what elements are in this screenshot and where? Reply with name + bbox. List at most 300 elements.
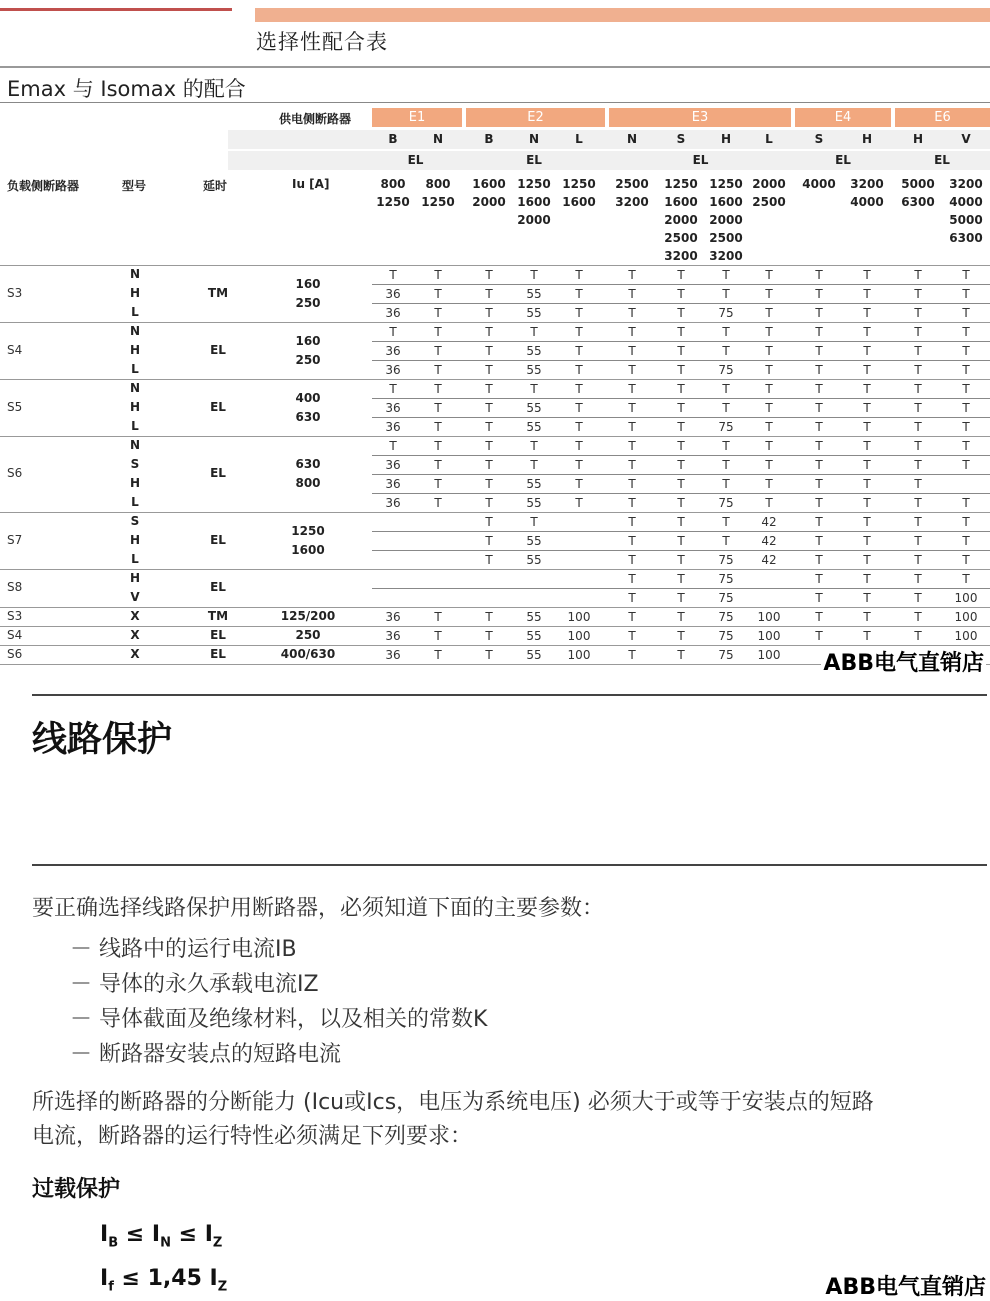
model-value: H <box>129 343 141 357</box>
table-cell: T <box>914 306 922 320</box>
table-cell: T <box>914 515 922 529</box>
table-cell: T <box>863 496 871 510</box>
breaker-name: S6 <box>7 466 23 480</box>
table-cell: 100 <box>757 610 781 624</box>
table-cell: T <box>485 401 493 415</box>
iu-value <box>839 175 895 211</box>
iu-line: 800 <box>425 177 451 191</box>
table-cell: T <box>530 515 538 529</box>
table-cell: 36 <box>385 420 401 434</box>
delay-value: EL <box>210 342 226 357</box>
iu-line: 5000 <box>949 213 983 227</box>
table-cell: T <box>575 344 583 358</box>
table-cell: T <box>962 344 970 358</box>
table-cell: T <box>628 325 636 339</box>
table-cell: T <box>677 325 685 339</box>
table-cell: 75 <box>718 363 734 377</box>
model-header: L <box>575 132 583 146</box>
table-cell: 55 <box>526 363 542 377</box>
row-divider <box>372 474 990 475</box>
load-delay-label: 延时 <box>203 179 228 193</box>
table-cell: T <box>722 477 730 491</box>
requirement-text-cont: 电流，断路器的运行特性必须满足下列要求： <box>32 1124 473 1149</box>
table-cell: 75 <box>718 591 734 605</box>
table-cell: T <box>765 439 773 453</box>
requirement-text: 所选择的断路器的分断能力 (Icu或Ics，电压为系统电压) 必须大于或等于安装点的短路 <box>32 1090 874 1115</box>
group-header: E6 <box>895 108 990 127</box>
iu-value <box>938 175 990 247</box>
table-cell: 75 <box>718 572 734 586</box>
table-cell: T <box>434 496 442 510</box>
iu-line: 800 <box>295 476 321 490</box>
table-cell: 55 <box>526 534 542 548</box>
table-cell: 75 <box>718 306 734 320</box>
iu-block: 400/630 <box>280 647 336 661</box>
iu-line: 1600 <box>517 195 551 209</box>
iu-block <box>273 522 343 560</box>
row-divider <box>372 303 990 304</box>
table-cell: T <box>485 382 493 396</box>
table-cell: T <box>628 306 636 320</box>
iu-line: 1250 <box>376 195 410 209</box>
iu-line: 6300 <box>949 231 983 245</box>
table-cell: 36 <box>385 287 401 301</box>
table-cell: T <box>815 496 823 510</box>
table-cell: T <box>677 572 685 586</box>
table-cell: T <box>962 287 970 301</box>
model-header: H <box>912 132 924 146</box>
table-cell: T <box>962 534 970 548</box>
table-cell: T <box>863 344 871 358</box>
iu-line: 1250 <box>562 177 596 191</box>
iu-line: 6300 <box>901 195 935 209</box>
table-cell: 75 <box>718 629 734 643</box>
table-cell: T <box>677 591 685 605</box>
band-divider <box>0 569 990 570</box>
table-cell: T <box>628 268 636 282</box>
table-cell: T <box>434 439 442 453</box>
iu-line: 1600 <box>709 195 743 209</box>
table-cell: 55 <box>526 401 542 415</box>
model-value: N <box>129 267 141 281</box>
table-cell: T <box>914 363 922 377</box>
iu-line: 160 <box>295 276 321 291</box>
iu-line: 4000 <box>949 195 983 209</box>
table-cell: T <box>485 610 493 624</box>
table-cell: T <box>628 496 636 510</box>
table-cell: T <box>628 382 636 396</box>
table-cell: T <box>962 363 970 377</box>
table-cell: T <box>914 401 922 415</box>
table-cell: 100 <box>567 629 591 643</box>
table-cell: T <box>677 496 685 510</box>
table-cell: T <box>962 420 970 434</box>
table-cell: T <box>677 534 685 548</box>
iu-block <box>273 332 343 370</box>
table-cell: T <box>575 382 583 396</box>
iu-line: 1600 <box>291 542 325 557</box>
table-cell: T <box>962 382 970 396</box>
table-cell: 36 <box>385 610 401 624</box>
model-value: X <box>130 647 140 661</box>
intro-text: 要正确选择线路保护用断路器，必须知道下面的主要参数： <box>32 896 605 921</box>
band-divider <box>0 436 990 437</box>
table-cell: 100 <box>954 591 978 605</box>
formula-2: $I_f \le 1,45$ $I_Z$ <box>100 1266 228 1295</box>
table-cell: T <box>722 534 730 548</box>
band-divider <box>0 265 990 266</box>
row-divider <box>372 588 990 589</box>
bullet-item: － 导体的永久承载电流IZ <box>70 972 319 997</box>
model-value: L <box>131 362 139 376</box>
breaker-name: S6 <box>7 647 23 661</box>
table-cell: T <box>677 648 685 662</box>
iu-block <box>273 389 343 427</box>
table-cell: T <box>485 287 493 301</box>
model-value: S <box>130 514 140 528</box>
table-cell: 36 <box>385 363 401 377</box>
table-cell: T <box>434 477 442 491</box>
table-cell: T <box>765 344 773 358</box>
table-cell: T <box>863 268 871 282</box>
table-cell: T <box>485 306 493 320</box>
load-model-label: 型号 <box>122 179 147 193</box>
group-header: E3 <box>609 108 791 127</box>
iu-line: 160 <box>295 333 321 348</box>
iu-line: 3200 <box>664 249 698 263</box>
table-cell: T <box>575 420 583 434</box>
table-cell: 75 <box>718 496 734 510</box>
table-cell: T <box>628 344 636 358</box>
table-cell: T <box>722 268 730 282</box>
delay-header: EL <box>407 153 424 167</box>
table-cell: T <box>389 382 397 396</box>
table-cell: T <box>485 458 493 472</box>
row-divider <box>372 531 990 532</box>
iu-line: 1250 <box>421 195 455 209</box>
table-cell: T <box>485 629 493 643</box>
row-divider <box>372 550 990 551</box>
table-cell: T <box>530 382 538 396</box>
row-divider <box>372 455 990 456</box>
iu-line: 3200 <box>615 195 649 209</box>
bullet-item: － 线路中的运行电流IB <box>70 937 297 962</box>
iu-value <box>741 175 797 211</box>
formula-1: $I_B \le I_N \le I_Z$ <box>100 1222 223 1251</box>
iu-block <box>273 455 343 493</box>
band-divider <box>0 379 990 380</box>
table-cell: T <box>863 458 871 472</box>
table-cell: T <box>765 458 773 472</box>
band-divider <box>0 322 990 323</box>
table-cell: T <box>962 439 970 453</box>
iu-line: 4000 <box>802 177 836 191</box>
model-value: S <box>130 457 140 471</box>
table-cell: 36 <box>385 458 401 472</box>
table-cell: T <box>575 363 583 377</box>
model-value: X <box>130 628 140 642</box>
model-value: H <box>129 533 141 547</box>
table-cell: T <box>389 325 397 339</box>
table-cell: T <box>765 325 773 339</box>
table-cell: T <box>575 458 583 472</box>
table-cell: T <box>914 477 922 491</box>
table-cell: T <box>815 401 823 415</box>
iu-line: 2000 <box>517 213 551 227</box>
table-cell: T <box>962 458 970 472</box>
table-cell: T <box>628 420 636 434</box>
table-cell: T <box>815 363 823 377</box>
table-cell: 55 <box>526 420 542 434</box>
table-cell: 55 <box>526 553 542 567</box>
table-cell: T <box>677 420 685 434</box>
table-cell: T <box>765 401 773 415</box>
table-cell: T <box>722 458 730 472</box>
table-cell: T <box>485 325 493 339</box>
divider <box>32 864 987 866</box>
table-cell: T <box>914 439 922 453</box>
table-cell: T <box>863 325 871 339</box>
row-divider <box>372 360 990 361</box>
iu-block: 250 <box>295 628 321 642</box>
row-divider <box>372 284 990 285</box>
model-header: N <box>626 132 638 146</box>
table-cell: T <box>575 287 583 301</box>
table-cell: 36 <box>385 496 401 510</box>
table-cell: T <box>815 629 823 643</box>
table-cell: 100 <box>954 610 978 624</box>
row-divider <box>372 417 990 418</box>
model-header: B <box>388 132 398 146</box>
table-cell: T <box>815 458 823 472</box>
table-cell: T <box>914 553 922 567</box>
table-cell: T <box>485 344 493 358</box>
breaker-name: S8 <box>7 580 23 594</box>
table-cell: T <box>677 610 685 624</box>
section-title: 线路保护 <box>32 720 173 760</box>
delay-value: EL <box>210 628 226 642</box>
table-cell: T <box>628 401 636 415</box>
table-cell: 36 <box>385 629 401 643</box>
table-cell: T <box>485 515 493 529</box>
table-cell: T <box>914 268 922 282</box>
table-cell: T <box>765 287 773 301</box>
table-cell: T <box>628 439 636 453</box>
table-cell: T <box>485 268 493 282</box>
table-cell: 55 <box>526 629 542 643</box>
table-cell: 55 <box>526 306 542 320</box>
table-cell: T <box>389 439 397 453</box>
model-header: N <box>432 132 444 146</box>
table-cell: T <box>677 268 685 282</box>
table-cell: T <box>434 648 442 662</box>
table-cell: 42 <box>761 553 777 567</box>
table-cell: T <box>677 401 685 415</box>
table-cell: T <box>863 610 871 624</box>
iu-line: 2500 <box>615 177 649 191</box>
table-cell: T <box>722 439 730 453</box>
iu-line: 5000 <box>901 177 935 191</box>
table-cell: T <box>815 325 823 339</box>
model-value: L <box>131 419 139 433</box>
delay-value: TM <box>207 285 229 300</box>
bullet-item: － 导体截面及绝缘材料，以及相关的常数K <box>70 1007 488 1032</box>
table-cell: T <box>434 610 442 624</box>
row-divider <box>372 493 990 494</box>
table-cell: T <box>677 515 685 529</box>
table-cell: T <box>765 268 773 282</box>
table-cell: T <box>962 572 970 586</box>
table-cell: T <box>434 420 442 434</box>
overload-title: 过载保护 <box>32 1177 121 1202</box>
band-divider <box>0 512 990 513</box>
table-cell: T <box>914 629 922 643</box>
table-cell: 100 <box>757 648 781 662</box>
table-cell: T <box>485 496 493 510</box>
table-cell: T <box>677 553 685 567</box>
table-cell: T <box>863 629 871 643</box>
delay-header: EL <box>526 153 542 167</box>
model-header: H <box>861 132 873 146</box>
table-cell: T <box>530 268 538 282</box>
table-cell: T <box>815 610 823 624</box>
table-cell: T <box>863 534 871 548</box>
iu-line: 1600 <box>472 177 506 191</box>
divider <box>0 66 990 68</box>
table-cell: T <box>628 610 636 624</box>
table-cell: T <box>434 382 442 396</box>
delay-value: TM <box>207 609 229 623</box>
table-cell: T <box>628 648 636 662</box>
table-cell: 75 <box>718 648 734 662</box>
table-cell: T <box>677 458 685 472</box>
iu-value <box>604 175 660 211</box>
table-cell: T <box>815 439 823 453</box>
table-cell: T <box>434 363 442 377</box>
model-header: N <box>528 132 540 146</box>
table-cell: T <box>863 553 871 567</box>
breaker-name: S3 <box>7 285 23 300</box>
table-cell: T <box>914 382 922 396</box>
table-cell: T <box>815 477 823 491</box>
iu-line: 1600 <box>664 195 698 209</box>
table-cell: T <box>677 287 685 301</box>
table-cell: T <box>722 382 730 396</box>
table-cell: T <box>530 458 538 472</box>
table-cell: T <box>575 439 583 453</box>
table-cell: T <box>722 344 730 358</box>
iu-line: 1250 <box>664 177 698 191</box>
iu-value <box>410 175 466 211</box>
table-cell: T <box>677 477 685 491</box>
model-header: H <box>720 132 732 146</box>
table-cell: T <box>575 496 583 510</box>
divider <box>0 102 990 103</box>
band-divider <box>0 607 990 608</box>
table-cell: 75 <box>718 553 734 567</box>
table-cell: T <box>815 515 823 529</box>
table-cell: 55 <box>526 648 542 662</box>
table-cell: T <box>914 572 922 586</box>
table-cell: 55 <box>526 610 542 624</box>
table-cell: T <box>863 363 871 377</box>
watermark-bottom: ABB电气直销店 <box>825 1275 986 1300</box>
model-value: L <box>131 305 139 319</box>
watermark: ABB电气直销店 <box>821 646 986 677</box>
group-header: E2 <box>466 108 605 127</box>
table-cell: T <box>863 420 871 434</box>
iu-line: 3200 <box>709 249 743 263</box>
table-cell: T <box>575 401 583 415</box>
delay-value: EL <box>210 647 226 661</box>
table-cell: T <box>863 306 871 320</box>
table-cell: T <box>914 534 922 548</box>
iu-value <box>551 175 607 211</box>
bullet-item: － 断路器安装点的短路电流 <box>70 1042 341 1067</box>
table-cell: T <box>485 439 493 453</box>
iu-line: 4000 <box>850 195 884 209</box>
table-cell: 36 <box>385 344 401 358</box>
model-value: L <box>131 552 139 566</box>
iu-line: 630 <box>295 457 321 471</box>
table-cell: T <box>628 553 636 567</box>
table-cell: T <box>765 382 773 396</box>
table-cell: 55 <box>526 496 542 510</box>
table-cell: 100 <box>757 629 781 643</box>
model-value: N <box>129 438 141 452</box>
iu-block <box>273 275 343 313</box>
divider <box>32 694 987 696</box>
model-header: S <box>814 132 824 146</box>
table-cell: T <box>962 268 970 282</box>
model-value: X <box>130 609 140 623</box>
table-cell: T <box>434 629 442 643</box>
table-cell: T <box>628 477 636 491</box>
table-cell: T <box>765 363 773 377</box>
table-cell: T <box>962 306 970 320</box>
model-value: H <box>129 400 141 414</box>
table-cell: T <box>628 591 636 605</box>
table-cell: T <box>815 344 823 358</box>
table-cell: T <box>722 325 730 339</box>
table-cell: T <box>815 268 823 282</box>
model-value: L <box>131 495 139 509</box>
table-cell: T <box>530 439 538 453</box>
iu-line: 1250 <box>291 523 325 538</box>
iu-line: 1600 <box>562 195 596 209</box>
table-cell: T <box>962 515 970 529</box>
table-cell: T <box>677 629 685 643</box>
table-cell: T <box>863 287 871 301</box>
delay-value: EL <box>210 580 226 594</box>
table-cell: T <box>628 534 636 548</box>
iu-line: 1250 <box>709 177 743 191</box>
table-cell: T <box>434 458 442 472</box>
delay-value: EL <box>210 466 226 480</box>
table-cell: 100 <box>567 610 591 624</box>
delay-header: EL <box>692 153 709 167</box>
breaker-name: S4 <box>7 628 23 642</box>
table-cell: T <box>815 572 823 586</box>
table-cell: T <box>485 363 493 377</box>
iu-line: 250 <box>295 295 321 310</box>
table-cell: T <box>914 591 922 605</box>
table-cell: T <box>575 477 583 491</box>
breaker-name: S7 <box>7 532 23 547</box>
table-cell: T <box>434 325 442 339</box>
table-cell: T <box>815 591 823 605</box>
table-cell: T <box>677 382 685 396</box>
